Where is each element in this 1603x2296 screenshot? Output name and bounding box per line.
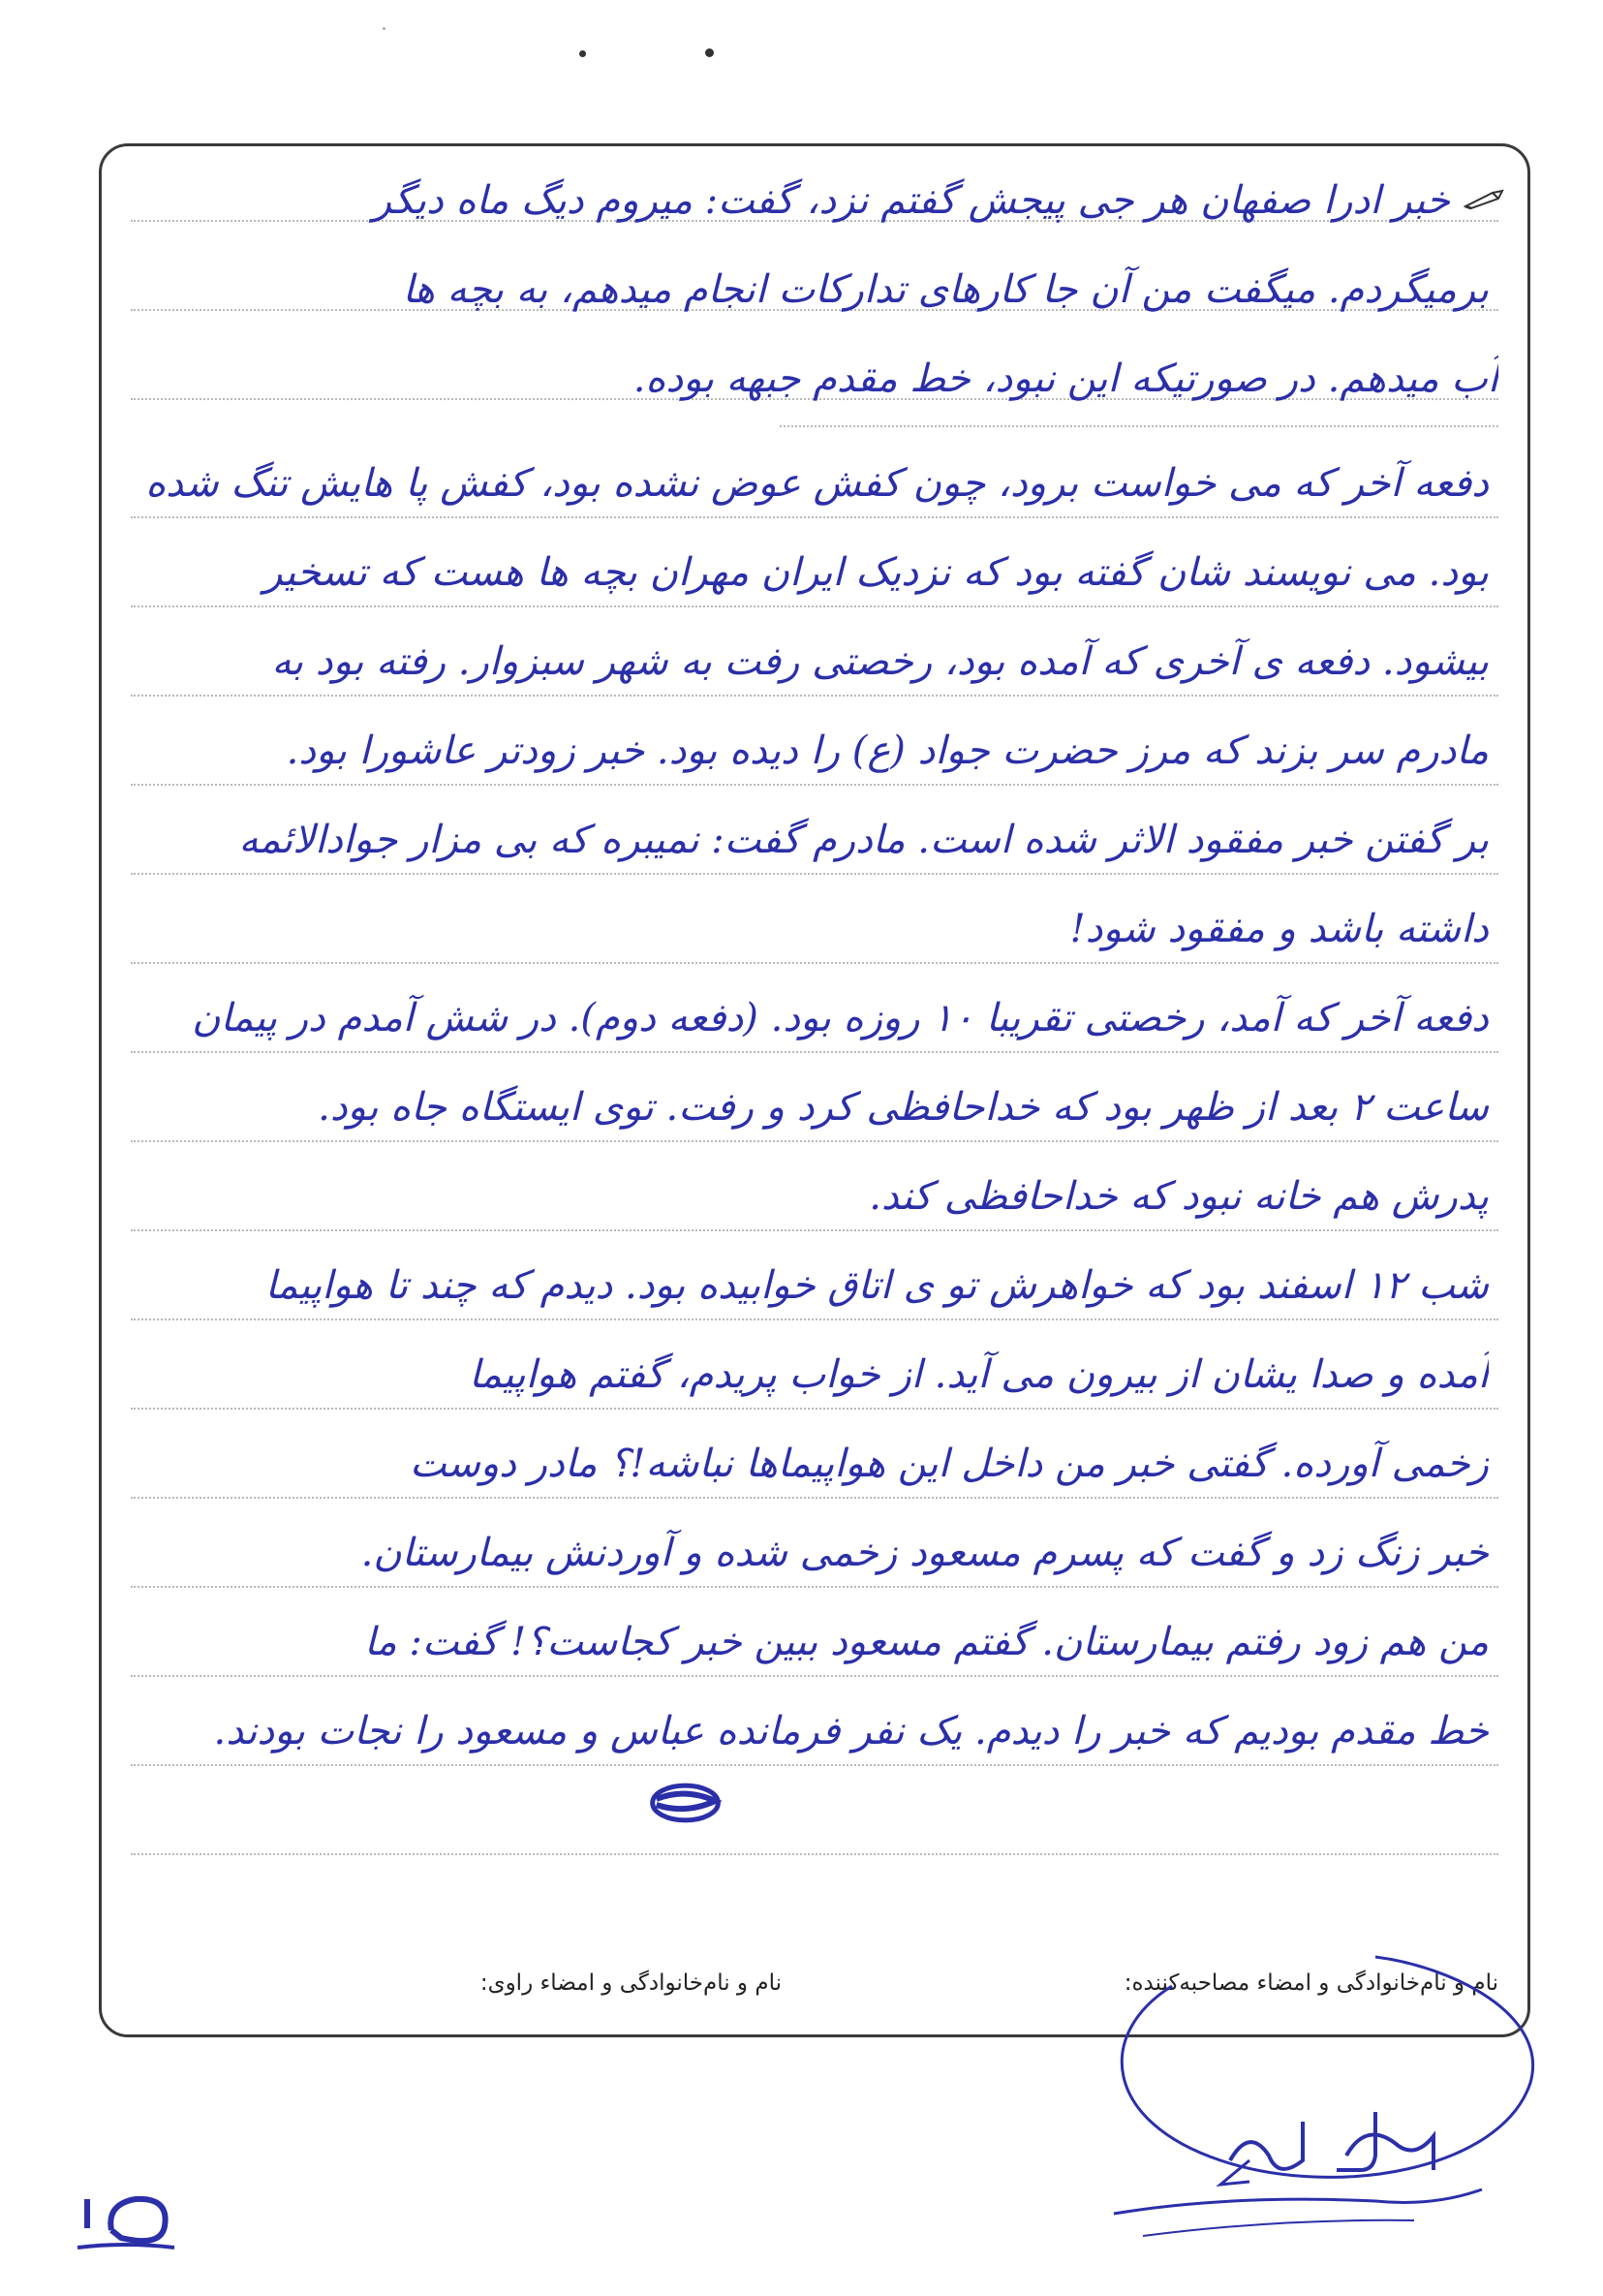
scan-speck — [383, 27, 385, 30]
handwritten-line: دفعه آخر که می خواست برود، چون کفش عوض نشده بود، کفش پا هایش تنگ شده — [145, 461, 1489, 506]
handwritten-line: من هم زود رفتم بیمارستان. گفتم مسعود ببین خبر کجاست؟! گفت: ما — [364, 1620, 1489, 1664]
pen-icon — [1464, 187, 1506, 210]
page-number — [68, 2170, 184, 2257]
interviewer-signature-label: نام و نام‌خانوادگی و امضاء مصاحبه‌کننده: — [1124, 1970, 1498, 1996]
handwritten-line: شب ۱۲ اسفند بود که خواهرش تو ی اتاق خوابیده بود. دیدم که چند تا هواپیما — [264, 1263, 1489, 1308]
scan-speck — [579, 50, 586, 57]
handwritten-line: برمیگردم. میگفت من آن جا کارهای تدارکات انجام میدهم، به بچه ها — [402, 267, 1489, 312]
handwritten-line: ساعت ۲ بعد از ظهر بود که خداحافظی کرد و رفت. توی ایستگاه جاه بود. — [318, 1085, 1489, 1130]
handwritten-line: خبر زنگ زد و گفت که پسرم مسعود زخمی شده و آوردنش بیمارستان. — [360, 1531, 1489, 1575]
narrator-signature-label: نام و نام‌خانوادگی و امضاء راوی: — [479, 1970, 782, 1996]
notebook-page-frame — [99, 143, 1530, 2037]
handwritten-line: بود. می نویسند شان گفته بود که نزدیک ایران مهران بچه ها هست که تسخیر — [263, 550, 1489, 595]
handwritten-line: پدرش هم خانه نبود که خداحافظی کند. — [869, 1174, 1489, 1219]
handwritten-line: آب میدهم. در صورتیکه این نبود، خط مقدم جبهه بوده. — [632, 357, 1498, 401]
handwritten-line: آمده و صدا یشان از بیرون می آید. از خواب پریدم، گفتم هواپیما — [469, 1352, 1489, 1397]
scan-speck — [705, 48, 714, 57]
handwritten-line: بیشود. دفعه ی آخری که آمده بود، رخصتی رفت به شهر سبزوار. رفته بود به — [271, 639, 1489, 684]
handwritten-line: دفعه آخر که آمد، رخصتی تقریبا ۱۰ روزه بود. (دفعه دوم). در شش آمدم در پیمان — [192, 996, 1489, 1040]
handwritten-line: بر گفتن خبر مفقود الاثر شده است. مادرم گفت: نمیبره که بی مزار جوادالائمه — [238, 818, 1489, 862]
scribble-mark — [102, 1745, 1527, 1861]
handwritten-line: مادرم سر بزند که مرز حضرت جواد (ع) را دیده بود. خبر زودتر عاشورا بود. — [286, 729, 1489, 773]
handwritten-signature — [1085, 1928, 1550, 2257]
handwritten-line: داشته باشد و مفقود شود! — [1069, 907, 1489, 951]
handwritten-line: خط مقدم بودیم که خبر را دیدم. یک نفر فرمانده عباس و مسعود را نجات بودند. — [213, 1709, 1489, 1753]
handwritten-line: خبر ادرا صفهان هر جی پیجش گفتم نزد، گفت: میروم دیگ ماه دیگر — [372, 178, 1450, 223]
handwritten-line: زخمی آورده. گفتی خبر من داخل این هواپیماها نباشه!؟ مادر دوست — [410, 1442, 1489, 1486]
